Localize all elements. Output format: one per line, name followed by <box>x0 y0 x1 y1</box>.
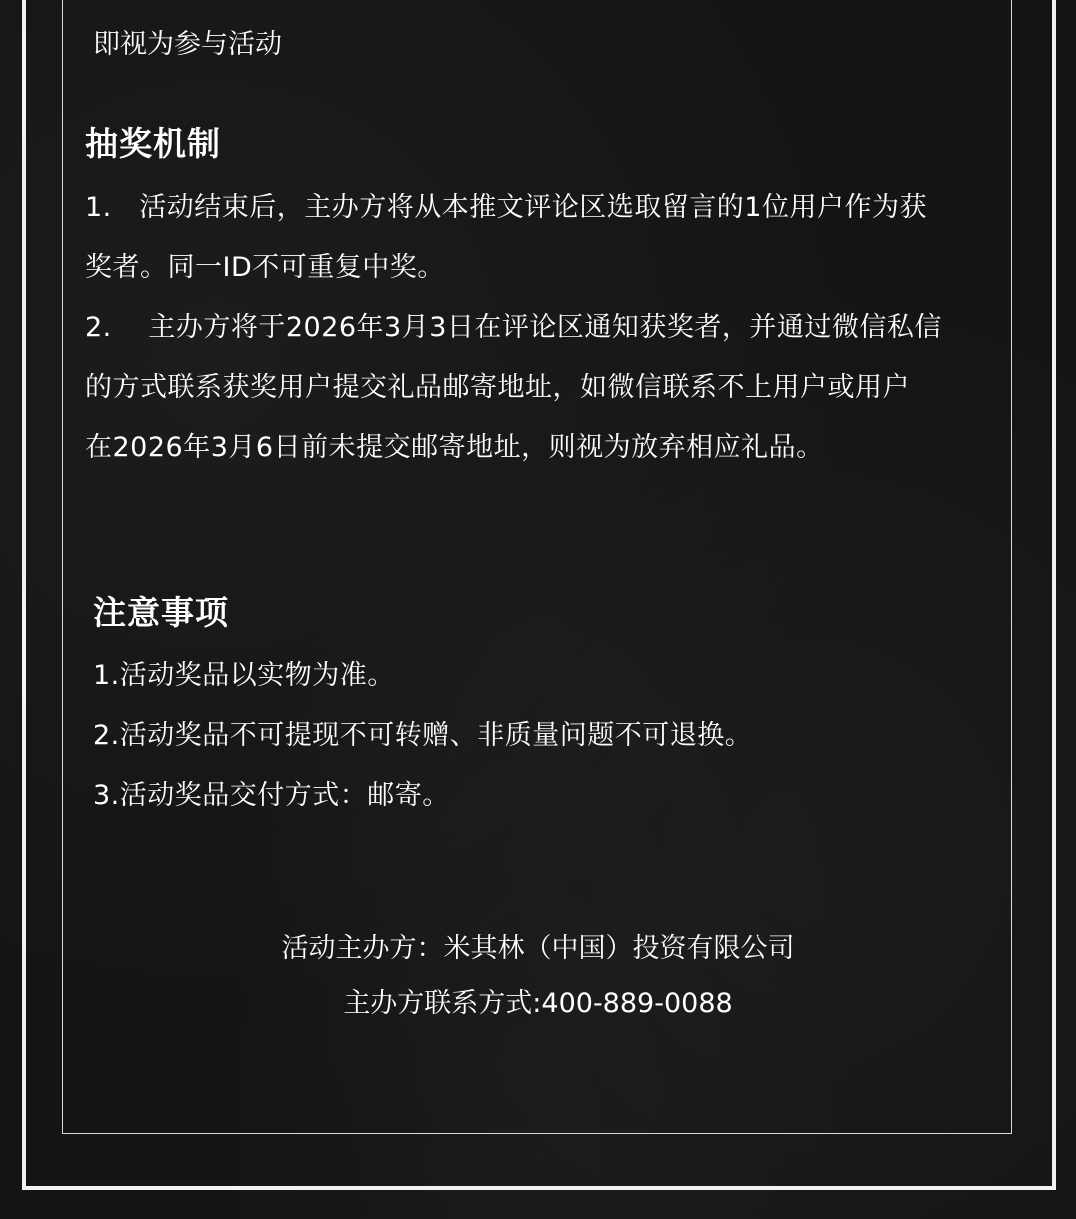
intro-text: 即视为参与活动 <box>93 29 282 60</box>
notes-item: 1.活动奖品以实物为准。 <box>93 660 395 691</box>
lottery-line: 的方式联系获奖用户提交礼品邮寄地址，如微信联系不上用户或用户 <box>85 372 910 403</box>
lottery-line: 在2026年3月6日前未提交邮寄地址，则视为放弃相应礼品。 <box>85 432 824 463</box>
notes-section-title: 注意事项 <box>93 593 229 632</box>
lottery-line: 奖者。同一ID不可重复中奖。 <box>85 252 445 283</box>
lottery-section-title: 抽奖机制 <box>85 124 221 163</box>
lottery-line: 1. 活动结束后，主办方将从本推文评论区选取留言的1位用户作为获 <box>85 192 927 223</box>
lottery-line: 2. 主办方将于2026年3月3日在评论区通知获奖者，并通过微信私信 <box>85 312 942 343</box>
notes-item: 3.活动奖品交付方式：邮寄。 <box>93 780 450 811</box>
notes-item: 2.活动奖品不可提现不可转赠、非质量问题不可退换。 <box>93 720 753 751</box>
contact-text: 主办方联系方式:400-889-0088 <box>343 988 733 1019</box>
organizer-text: 活动主办方：米其林（中国）投资有限公司 <box>281 933 795 964</box>
